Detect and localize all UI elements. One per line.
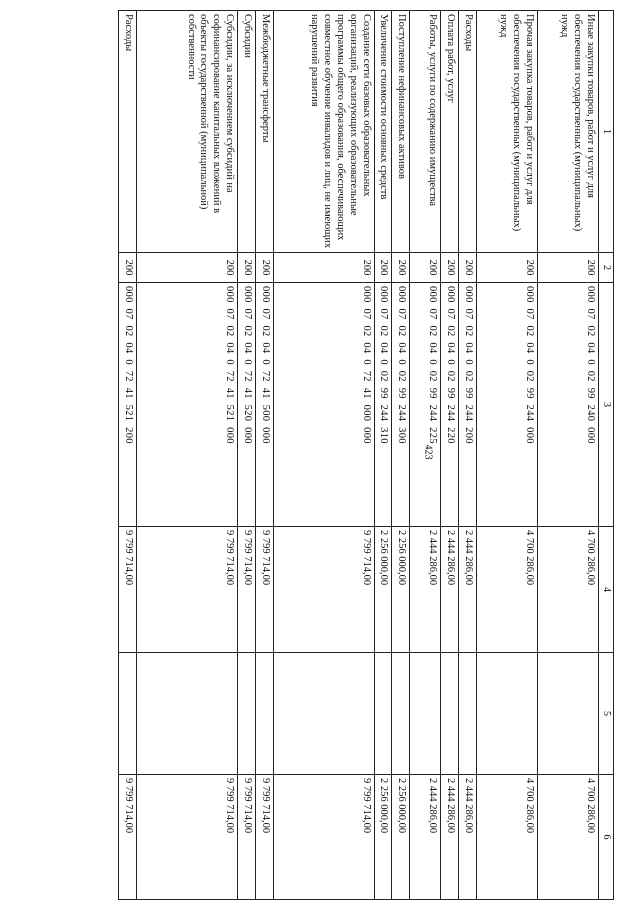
header-col-4: 4 [598, 527, 613, 653]
header-col-3: 3 [598, 283, 613, 527]
row-col5-cell [255, 653, 273, 775]
header-col-5: 5 [598, 653, 613, 775]
row-code-cell: 200 [459, 253, 477, 283]
row-name-cell: Иные закупки товаров, работ и услуг для обеспечения государственных (муниципальных) нужд [537, 11, 598, 253]
row-col6-cell: 9 799 714,00 [238, 775, 256, 900]
row-col6-cell: 9 799 714,00 [137, 775, 238, 900]
row-kbk-cell: 000 07 02 04 0 02 99 244 310 [374, 283, 392, 527]
row-code-cell: 200 [476, 253, 537, 283]
table-row [392, 11, 410, 900]
row-name-cell: Увеличение стоимости основных средств [374, 11, 392, 253]
row-col5-cell [459, 653, 477, 775]
row-col6-cell: 2 256 000,00 [392, 775, 410, 900]
row-code-cell: 200 [255, 253, 273, 283]
row-code-cell: 200 [137, 253, 238, 283]
row-col4-cell: 9 799 714,00 [119, 527, 137, 653]
row-col4-cell: 4 700 286,00 [537, 527, 598, 653]
row-name-cell: Поступление нефинансовых активов [392, 11, 410, 253]
row-col5-cell [476, 653, 537, 775]
row-col6-cell: 2 444 286,00 [410, 775, 441, 900]
row-code-cell: 200 [537, 253, 598, 283]
row-kbk-cell: 000 07 02 04 0 02 99 244 000 [476, 283, 537, 527]
row-kbk-cell: 000 07 02 04 0 72 41 500 000 [255, 283, 273, 527]
row-name-cell: Субсидии [238, 11, 256, 253]
row-code-cell: 200 [273, 253, 374, 283]
row-name-cell: Расходы [459, 11, 477, 253]
table-row [459, 11, 477, 900]
header-row [598, 11, 613, 900]
table-row [476, 11, 537, 900]
row-code-cell: 200 [441, 253, 459, 283]
table-row [238, 11, 256, 900]
table-row [273, 11, 374, 900]
row-kbk-cell: 000 07 02 04 0 72 41 521 000 [137, 283, 238, 527]
row-col4-cell: 2 256 000,00 [392, 527, 410, 653]
row-col6-cell: 2 256 000,00 [374, 775, 392, 900]
row-kbk-cell: 000 07 02 04 0 02 99 244 225 [410, 283, 441, 527]
budget-table [118, 10, 614, 900]
row-col6-cell: 9 799 714,00 [119, 775, 137, 900]
table-row [137, 11, 238, 900]
row-name-cell: Расходы [119, 11, 137, 253]
row-col4-cell: 4 700 286,00 [476, 527, 537, 653]
row-col4-cell: 9 799 714,00 [273, 527, 374, 653]
row-col6-cell: 4 700 286,00 [537, 775, 598, 900]
row-name-cell: Работы, услуги по содержанию имущества [410, 11, 441, 253]
row-col4-cell: 2 444 286,00 [441, 527, 459, 653]
row-kbk-cell: 000 07 02 04 0 02 99 244 200 [459, 283, 477, 527]
table-row [537, 11, 598, 900]
row-col5-cell [441, 653, 459, 775]
table-row [410, 11, 441, 900]
budget-table-rotated [80, 10, 614, 899]
row-col6-cell: 4 700 286,00 [476, 775, 537, 900]
page-number: 423 [422, 444, 434, 460]
row-name-cell: Субсидии, за исключением субсидий на софинансирование капитальных вложений в объекты государственной (муниципальной) собственности [137, 11, 238, 253]
row-col5-cell [119, 653, 137, 775]
table-row [119, 11, 137, 900]
row-code-cell: 200 [392, 253, 410, 283]
row-name-cell: Межбюджетные трансферты [255, 11, 273, 253]
row-kbk-cell: 000 07 02 04 0 02 99 244 220 [441, 283, 459, 527]
row-col6-cell: 9 799 714,00 [273, 775, 374, 900]
header-col-2: 2 [598, 253, 613, 283]
table-row [374, 11, 392, 900]
header-col-1: 1 [598, 11, 613, 253]
row-col4-cell: 2 444 286,00 [459, 527, 477, 653]
row-col4-cell: 2 444 286,00 [410, 527, 441, 653]
row-col6-cell: 2 444 286,00 [459, 775, 477, 900]
row-col5-cell [392, 653, 410, 775]
row-name-cell: Оплата работ, услуг [441, 11, 459, 253]
row-code-cell: 200 [374, 253, 392, 283]
row-col6-cell: 9 799 714,00 [255, 775, 273, 900]
row-col6-cell: 2 444 286,00 [441, 775, 459, 900]
table-row [255, 11, 273, 900]
row-col5-cell [273, 653, 374, 775]
table-row [441, 11, 459, 900]
row-code-cell: 200 [119, 253, 137, 283]
row-col4-cell: 9 799 714,00 [238, 527, 256, 653]
row-col5-cell [238, 653, 256, 775]
row-col5-cell [374, 653, 392, 775]
row-col5-cell [410, 653, 441, 775]
row-kbk-cell: 000 07 02 04 0 72 41 520 000 [238, 283, 256, 527]
row-kbk-cell: 000 07 02 04 0 72 41 521 200 [119, 283, 137, 527]
row-col4-cell: 2 256 000,00 [374, 527, 392, 653]
row-col4-cell: 9 799 714,00 [137, 527, 238, 653]
row-kbk-cell: 000 07 02 04 0 72 41 000 000 [273, 283, 374, 527]
header-col-6: 6 [598, 775, 613, 900]
row-name-cell: Создание сети базовых образовательных организаций, реализующих образовательные программы общего образования, обеспечивающих совместное обучение инвалидов и лиц, не имеющих нарушений развития [273, 11, 374, 253]
row-col5-cell [537, 653, 598, 775]
row-code-cell: 200 [410, 253, 441, 283]
row-kbk-cell: 000 07 02 04 0 02 99 240 000 [537, 283, 598, 527]
row-kbk-cell: 000 07 02 04 0 02 99 244 300 [392, 283, 410, 527]
row-name-cell: Прочая закупка товаров, работ и услуг для обеспечения государственных (муниципальных) нужд [476, 11, 537, 253]
row-code-cell: 200 [238, 253, 256, 283]
row-col4-cell: 9 799 714,00 [255, 527, 273, 653]
row-col5-cell [137, 653, 238, 775]
